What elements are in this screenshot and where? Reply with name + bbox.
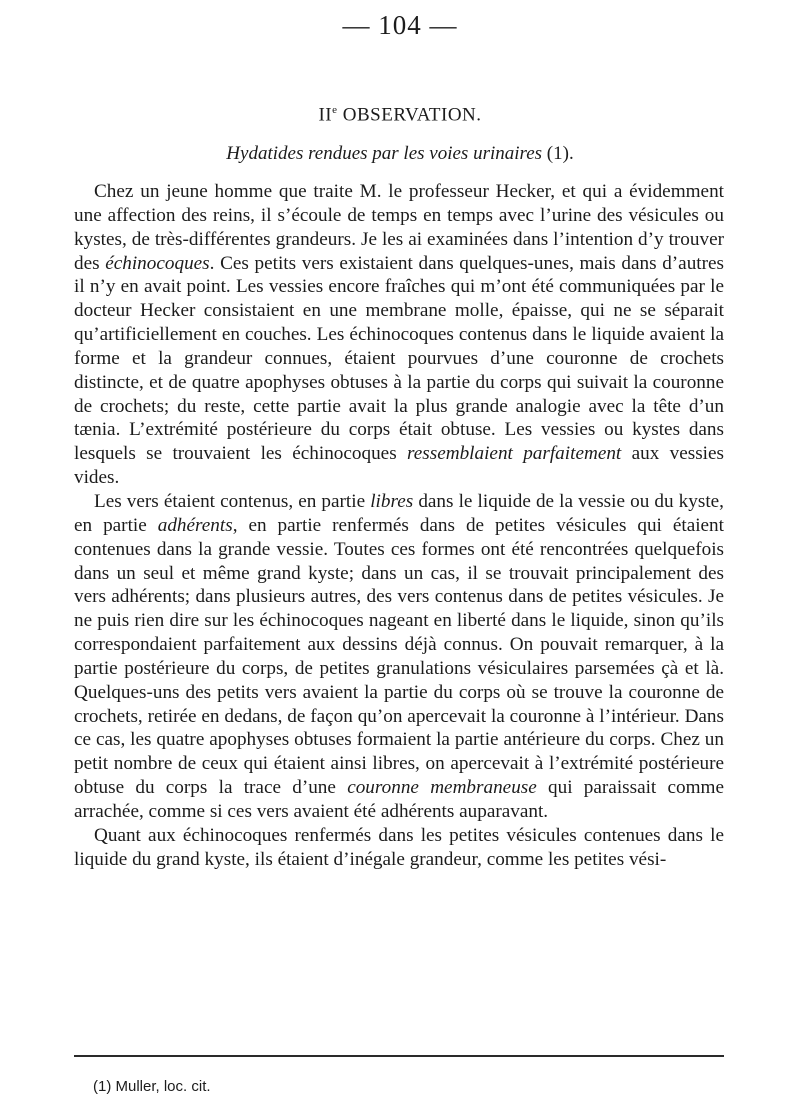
paragraph-2-emphasis-2: adhérents [157, 514, 233, 536]
observation-numeral: II [318, 104, 333, 126]
paragraph-3-part-1: Quant aux échinocoques renfermés dans les petites vésicules contenues dans le liquide du grand kyste, ils étaient d’inégale grandeur, comme les petites vési- [74, 824, 724, 870]
observation-title: OBSERVATION. [337, 104, 482, 126]
paragraph-1 [74, 180, 724, 490]
paragraph-2-part-1: Les vers étaient contenus, en partie [94, 490, 371, 512]
observation-ordinal-suffix: e [332, 104, 338, 116]
paragraph-1-part-3: aux vessies vides. [74, 443, 724, 489]
paragraph-1-emphasis-2: ressemblaient parfaitement [407, 443, 622, 465]
paragraph-2-part-2: dans le liquide de la vessie ou du kyste, en partie [74, 490, 724, 536]
footnote-divider [74, 1055, 724, 1057]
subtitle-footnote-ref: (1). [546, 143, 574, 164]
paragraph-3 [74, 824, 724, 872]
paragraph-1-emphasis-1: échinocoques [105, 252, 210, 274]
paragraph-1-part-1: Chez un jeune homme que traite M. le professeur Hecker, et qui a évidemment une affection des reins, il s’écoule de temps en temps avec l’urine des vésicules ou kystes, de très-différentes grandeurs. Je les ai examinées dans l’intention d’y trouver des [74, 181, 724, 274]
paragraph-2-part-3: , en partie renfermés dans de petites vésicules qui étaient contenues dans la grande vessie. Toutes ces formes ont été rencontrées quelquefois dans un seul et même grand kyste; dans un cas, il se trouvait principalement des vers adhérents; dans plusieurs autres, des vers contenus dans de petites vésicules. Je ne puis rien dire sur les échinocoques nageant en liberté dans le liquide, sinon qu’ils correspondaient parfaitement aux dessins déjà connus. On pouvait remarquer, à la partie postérieure du corps, de petites granulations vésiculaires parsemées çà et là. Quelques-uns des petits vers avaient la partie du corps où se trouve la couronne de crochets, retirée en dedans, de façon qu’on apercevait la couronne à l’intérieur. Dans ce cas, les quatre apophyses obtuses formaient la partie antérieure du corps. Chez un petit nombre de ceux qui étaient ainsi libres, on apercevait à l’extrémité postérieure obtuse du corps la trace d’une [74, 514, 724, 799]
page-number: — 104 — [342, 10, 458, 40]
body-text [74, 180, 724, 871]
paragraph-2-emphasis-1: libres [370, 490, 414, 512]
paragraph-2-emphasis-3: couronne membraneuse [347, 777, 537, 799]
paragraph-2 [74, 490, 724, 824]
paragraph-1-part-2: . Ces petits vers existaient dans quelques-unes, mais dans d’autres il n’y en avait point. Les vessies encore fraîches qui m’ont été communiquées par le docteur Hecker consistaient en une membrane molle, épaisse, qui ne se séparait qu’artificiellement en couches. Les échinocoques contenus dans le liquide avaient la forme et la grandeur connues, étaient pourvues d’une couronne de crochets distincte, et de quatre apophyses obtuses à la partie du corps qui suivait la couronne de crochets; du reste, cette partie avait la plus grande analogie avec la tête d’un tænia. L’extrémité postérieure du corps était obtuse. Les vessies ou kystes dans lesquels se trouvaient les échinocoques [74, 252, 724, 465]
footnote: (1) Muller, loc. cit. [93, 1078, 211, 1095]
subtitle-text: Hydatides rendues par les voies urinaires [226, 143, 547, 164]
observation-heading [0, 104, 800, 126]
paragraph-2-part-4: qui paraissait comme arrachée, comme si ces vers avaient été adhérents auparavant. [74, 777, 724, 822]
observation-subtitle [0, 143, 800, 165]
